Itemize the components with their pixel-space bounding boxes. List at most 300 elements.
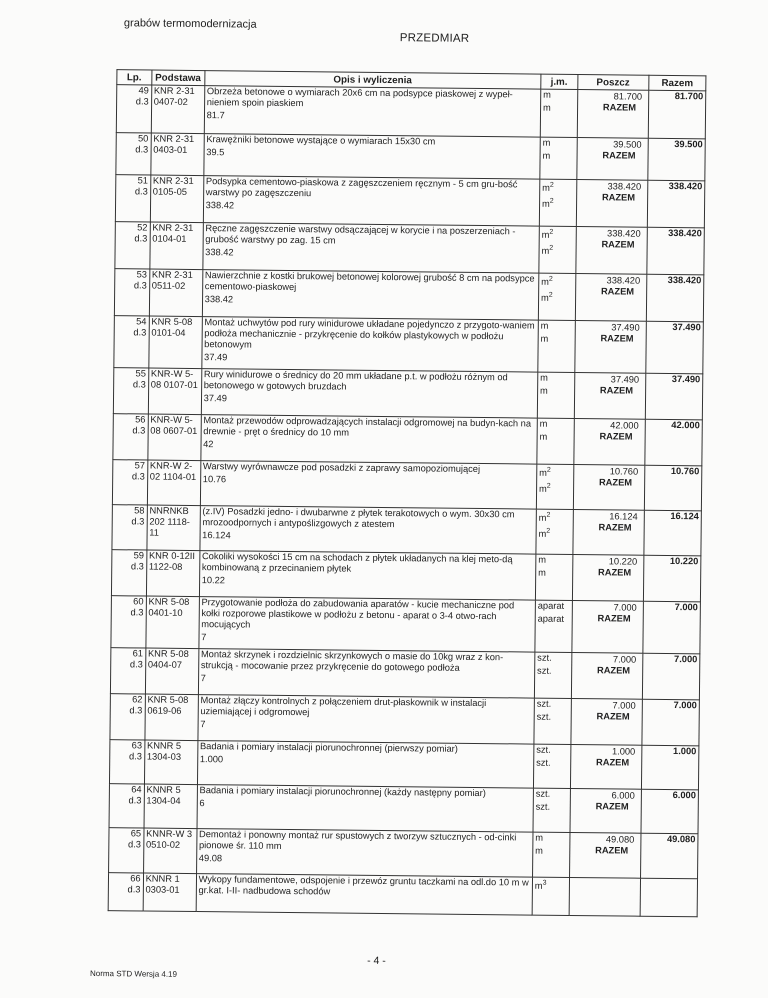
partial-cell — [569, 877, 641, 916]
partial-value: 42.000 — [576, 420, 642, 432]
unit-cell — [539, 226, 576, 273]
basis-cell — [146, 596, 200, 649]
total-cell — [648, 90, 706, 139]
unit: m — [538, 555, 570, 566]
unit-repeat: $m^2$ — [541, 243, 573, 257]
partial-value: 10.220 — [575, 556, 641, 568]
total-cell — [641, 789, 699, 834]
item-number-cell — [112, 505, 147, 550]
item-description: Montaż uchwytów pod rury winidurowe układane pojedynczo z przygoto-waniem podłoża mechanicznie - przykręcenie do kołków plastykowych w podłożu betonowym — [204, 317, 535, 349]
description-cell — [199, 597, 536, 653]
description-cell — [200, 461, 537, 510]
quantity-calculation: 338.42 — [206, 200, 537, 214]
partial-cell — [570, 744, 642, 789]
total-cell — [648, 138, 706, 181]
item-number: 58 — [134, 505, 144, 515]
total-value: 7.000 — [674, 654, 697, 664]
partial-cell — [573, 418, 645, 465]
item-number-cell — [111, 596, 146, 648]
basis-code: 0404-07 — [148, 660, 182, 670]
unit-cell — [540, 137, 577, 179]
basis-catalog: NNRNKB — [149, 506, 188, 516]
unit: szt. — [537, 699, 569, 710]
basis-cell — [148, 316, 202, 369]
description-cell — [203, 176, 540, 227]
unit-cell — [534, 698, 571, 744]
item-number: 49 — [138, 85, 148, 95]
item-description: Podsypka cementowo-piaskowa z zagęszczeniem ręcznym - 5 cm gru-bość warstwy po zagęszczeniu — [206, 176, 518, 198]
partial-value: 49.080 — [572, 834, 638, 846]
unit-repeat: m — [539, 432, 571, 443]
description-cell — [196, 874, 533, 916]
unit-repeat: szt. — [536, 802, 568, 813]
basis-cell — [148, 414, 201, 461]
unit-repeat: szt. — [537, 666, 569, 677]
item-section: d.3 — [130, 659, 143, 669]
quantity-calculation: 7 — [201, 632, 532, 646]
table-body — [108, 85, 706, 917]
basis-code: 0403-01 — [153, 145, 187, 155]
item-description: Ręczne zagęszczenie warstwy odsączającej w korycie i na poszerzeniach - grubość warstwy po zag. 15 cm — [205, 223, 515, 245]
razem-label: RAZEM — [579, 192, 645, 204]
item-number-cell — [113, 414, 148, 460]
unit-cell — [537, 372, 574, 418]
unit-cell — [533, 788, 570, 832]
item-number: 50 — [138, 133, 148, 143]
item-number-cell — [116, 133, 151, 175]
page-number: - 4 - — [367, 955, 386, 967]
total-cell — [640, 833, 698, 879]
unit: szt. — [536, 745, 568, 756]
partial-value: 338.420 — [578, 275, 644, 287]
razem-label: RAZEM — [572, 801, 638, 813]
bill-of-quantities-table — [108, 69, 707, 917]
razem-label: RAZEM — [578, 286, 644, 298]
partial-value: 1.000 — [573, 746, 639, 758]
quantity-calculation: 6 — [199, 798, 530, 812]
total-value: 10.760 — [671, 466, 700, 476]
item-description: Badania i pomiary instalacji piorunochronnej (pierwszy pomiar) — [200, 741, 458, 754]
table-row — [109, 828, 698, 879]
item-section: d.3 — [134, 233, 147, 243]
item-description: Krawężniki betonowe wystające o wymiarach 15x30 cm — [206, 134, 435, 146]
basis-catalog: KNR 5-08 — [151, 317, 192, 327]
table-row — [112, 505, 701, 556]
basis-code: 0105-05 — [153, 187, 187, 197]
basis-catalog: KNR 2-31 — [153, 176, 194, 186]
total-value: 6.000 — [673, 790, 696, 800]
unit-cell — [539, 179, 576, 226]
partial-cell — [575, 226, 647, 274]
item-description: Obrzeża betonowe o wymiarach 20x6 cm na podsypce piaskowej z wypeł-nieniem spoin piaskiem — [207, 86, 513, 108]
unit-cell — [538, 273, 575, 320]
total-value: 16.124 — [670, 511, 699, 521]
total-cell — [647, 180, 705, 228]
basis-code: 08 0107-01 — [151, 380, 198, 390]
basis-code: 0101-04 — [151, 328, 185, 338]
basis-catalog: KNR 5-08 — [148, 597, 189, 607]
basis-catalog: KNR 0-12II — [149, 551, 195, 561]
item-section: d.3 — [129, 751, 142, 761]
item-number: 64 — [131, 784, 141, 794]
unit-repeat: m — [543, 103, 575, 114]
razem-label: RAZEM — [576, 477, 642, 489]
total-cell — [646, 321, 704, 374]
item-number: 56 — [135, 414, 145, 424]
total-value: 81.700 — [675, 91, 704, 101]
unit-cell — [538, 320, 575, 372]
item-number-cell — [116, 85, 151, 133]
unit: $m^2$ — [542, 227, 574, 241]
description-cell — [201, 369, 538, 419]
basis-cell — [147, 505, 200, 551]
col-poszcz: Poszcz — [577, 75, 648, 91]
total-cell — [644, 465, 702, 511]
item-description: Montaż przewodów odprowadzających instalacji odgromowej na budyn-kach na drewnie - pręt o średnicy do 10 mm — [203, 415, 531, 438]
item-description: Montaż skrzynek i rozdzielnic skrzynkowych o masie do 10kg wraz z kon-strukcją - mocowanie przez przykręcenie do gotowego podłoża — [201, 649, 503, 673]
total-value: 37.490 — [672, 322, 701, 332]
razem-label: RAZEM — [578, 239, 644, 251]
table-row — [109, 784, 698, 834]
unit-cell — [532, 832, 569, 877]
quantity-calculation: 7 — [201, 673, 532, 687]
basis-cell — [151, 85, 204, 134]
table-row — [111, 596, 701, 654]
partial-value: 338.420 — [579, 181, 645, 193]
item-number: 65 — [131, 828, 141, 838]
basis-catalog: KNR 5-08 — [147, 695, 188, 705]
partial-cell — [571, 652, 643, 699]
basis-catalog: KNNR-W 3 — [146, 829, 192, 839]
unit-cell — [532, 877, 569, 915]
item-description: Nawierzchnie z kostki brukowej betonowej kolorowej grubość 8 cm na podsypce cementowo-piaskowej — [205, 270, 535, 292]
item-number-cell — [109, 740, 144, 784]
razem-label: RAZEM — [573, 711, 639, 723]
item-number-cell — [112, 460, 147, 505]
unit-repeat: $m^2$ — [538, 526, 570, 540]
basis-cell — [150, 175, 203, 223]
quantity-calculation: 37.49 — [204, 393, 535, 407]
basis-code: 0510-02 — [146, 840, 180, 850]
basis-catalog: KNNR 5 — [147, 741, 181, 751]
table-row — [108, 873, 697, 917]
unit: $m^2$ — [542, 180, 574, 194]
item-description: Rury winidurowe o średnicy do 20 mm układane p.t. w podłożu różnym od betonowego w gotowych bruzdach — [204, 369, 508, 391]
unit-cell — [540, 89, 577, 137]
item-number: 63 — [132, 740, 142, 750]
unit-repeat: m — [535, 846, 567, 857]
item-description: Cokoliki wysokości 15 cm na schodach z płytek układanych na klej meto-dą kombinowaną z przecinaniem płytek — [202, 551, 513, 574]
col-unit: j.m. — [541, 74, 578, 89]
basis-cell — [149, 269, 202, 317]
item-description: Warstwy wyrównawcze pod posadzki z zaprawy samopoziomującej — [203, 461, 480, 474]
partial-cell — [573, 464, 645, 510]
item-number: 51 — [138, 175, 148, 185]
total-cell — [645, 419, 703, 466]
item-number-cell — [114, 316, 149, 368]
item-description: Badania i pomiary instalacji piorunochronnej (każdy następny pomiar) — [199, 785, 485, 798]
description-cell — [198, 695, 535, 745]
unit-cell — [537, 418, 574, 464]
total-cell — [644, 510, 702, 556]
unit-cell — [535, 554, 572, 600]
table-row — [113, 414, 702, 466]
item-description: Przygotowanie podłoża do zabudowania aparatów - kucie mechaniczne pod kołki rozporowe plastikowe w podłożu z betonu - aparat o 3-4 otwo-rach mocujących — [201, 597, 514, 630]
basis-catalog: KNR-W 2- — [150, 461, 192, 471]
unit: aparat — [538, 601, 570, 612]
item-number: 52 — [137, 222, 147, 232]
partial-value: 37.490 — [577, 322, 643, 334]
quantity-calculation: 49.08 — [199, 853, 530, 867]
partial-value: 7.000 — [574, 602, 640, 614]
unit-cell — [533, 744, 570, 788]
partial-cell — [574, 372, 646, 419]
basis-code: 0104-01 — [152, 234, 186, 244]
description-cell — [197, 741, 534, 789]
total-value: 338.420 — [668, 228, 702, 238]
item-number: 54 — [136, 316, 146, 326]
total-value: 338.420 — [669, 181, 703, 191]
description-cell — [202, 223, 539, 274]
partial-value: 39.500 — [579, 139, 645, 151]
total-cell — [643, 555, 701, 602]
col-lp: Lp. — [117, 70, 152, 85]
description-cell — [197, 785, 534, 833]
item-number: 60 — [133, 596, 143, 606]
basis-code: 1122-08 — [149, 562, 183, 572]
col-base: Podstawa — [151, 70, 204, 86]
total-cell — [645, 373, 703, 420]
basis-code: 0619-06 — [147, 706, 181, 716]
partial-cell — [575, 273, 647, 321]
partial-cell — [571, 600, 643, 653]
partial-value — [572, 879, 638, 880]
table-row — [113, 368, 702, 420]
item-number-cell — [110, 648, 145, 694]
item-section: d.3 — [128, 795, 141, 805]
table-row — [115, 175, 704, 228]
item-section: d.3 — [128, 884, 141, 894]
partial-value: 37.490 — [577, 374, 643, 386]
unit: szt. — [537, 653, 569, 664]
basis-cell — [148, 368, 201, 415]
unit: m — [540, 373, 572, 384]
table-row — [115, 222, 704, 275]
partial-cell — [576, 179, 648, 227]
partial-cell — [572, 554, 644, 601]
unit-repeat: $m^2$ — [541, 290, 573, 304]
description-cell — [199, 551, 536, 601]
unit-repeat: aparat — [538, 614, 570, 625]
basis-catalog: KNR 2-31 — [153, 134, 194, 144]
basis-cell — [150, 222, 203, 270]
basis-code: 0303-01 — [145, 885, 179, 895]
item-section: d.3 — [131, 561, 144, 571]
basis-cell — [145, 694, 198, 741]
total-value: 42.000 — [671, 420, 700, 430]
item-section: d.3 — [134, 280, 147, 290]
item-section: d.3 — [132, 425, 145, 435]
description-cell — [203, 134, 540, 180]
total-cell — [642, 653, 700, 700]
item-number: 66 — [130, 873, 140, 883]
table-row — [110, 648, 699, 700]
total-cell — [641, 745, 699, 790]
basis-code: 1304-03 — [147, 752, 181, 762]
basis-catalog: KNNR 5 — [147, 785, 181, 795]
partial-value: 7.000 — [573, 700, 639, 712]
partial-cell — [572, 509, 644, 555]
item-section: d.3 — [135, 144, 148, 154]
description-cell — [202, 270, 539, 321]
total-value: 7.000 — [675, 602, 698, 612]
description-cell — [196, 829, 533, 878]
basis-cell — [143, 873, 196, 912]
basis-cell — [146, 550, 199, 597]
quantity-calculation: 1.000 — [200, 754, 531, 768]
total-cell — [642, 699, 700, 746]
quantity-calculation: 37.49 — [204, 352, 535, 366]
unit-cell — [534, 652, 571, 698]
item-section: d.3 — [129, 705, 142, 715]
item-description: Wykopy fundamentowe, odspojenie i przewóz gruntu taczkami na odl.do 10 m w gr.kat. I-II- nadbudowa schodów — [198, 874, 528, 896]
item-description: (z.IV) Posadzki jedno- i dwubarwne z płytek terakotowych o wym. 30x30 cm mrozoodpornych i antypoślizgowych z atestem — [202, 506, 514, 529]
unit-repeat: m — [538, 568, 570, 579]
unit-repeat: m — [542, 151, 574, 162]
basis-cell — [145, 648, 198, 695]
basis-code: 0407-02 — [154, 97, 188, 107]
description-cell — [201, 317, 538, 373]
unit-cell — [536, 509, 573, 554]
quantity-calculation: 7 — [200, 719, 531, 733]
razem-label: RAZEM — [576, 431, 642, 443]
razem-label: RAZEM — [580, 102, 646, 114]
unit-repeat: szt. — [537, 712, 569, 723]
unit: m — [543, 138, 575, 149]
partial-cell — [574, 320, 646, 373]
col-razem: Razem — [649, 75, 706, 91]
quantity-calculation: 338.42 — [205, 247, 536, 261]
document-title: PRZEDMIAR — [400, 32, 470, 45]
item-section: d.3 — [135, 186, 148, 196]
razem-label: RAZEM — [572, 845, 638, 857]
quantity-calculation: 10.22 — [202, 575, 533, 589]
razem-label: RAZEM — [579, 150, 645, 162]
basis-cell — [147, 460, 200, 506]
partial-value: 7.000 — [574, 654, 640, 666]
basis-code: 0401-10 — [148, 608, 182, 618]
unit-repeat: m — [540, 386, 572, 397]
partial-value: 6.000 — [572, 790, 638, 802]
unit-repeat: $m^2$ — [539, 481, 571, 495]
basis-catalog: KNR-W 5- — [151, 369, 193, 379]
table-row — [116, 85, 705, 139]
total-cell — [643, 601, 701, 654]
item-number-cell — [114, 269, 149, 316]
basis-catalog: KNR 2-31 — [152, 223, 193, 233]
total-cell — [646, 274, 704, 322]
unit: m — [535, 833, 567, 844]
table-row — [114, 316, 704, 374]
basis-catalog: KNNR 1 — [146, 874, 180, 884]
item-number-cell — [111, 550, 146, 596]
basis-code: 202 1118-11 — [149, 517, 190, 538]
item-section: d.3 — [132, 471, 145, 481]
partial-value: 16.124 — [575, 511, 641, 523]
basis-catalog: KNR 5-08 — [148, 649, 189, 659]
item-number: 61 — [133, 648, 143, 658]
item-number-cell — [108, 873, 143, 911]
quantity-calculation: 10.76 — [203, 474, 534, 488]
quantity-calculation: 39.5 — [206, 147, 537, 161]
partial-cell — [577, 90, 649, 139]
table-row — [112, 460, 701, 511]
item-number: 59 — [134, 550, 144, 560]
unit: $m^2$ — [539, 510, 571, 524]
item-description: Demontaż i ponowny montaż rur spustowych z tworzyw sztucznych - od-cinki pionowe śr. 110 mm — [199, 829, 516, 851]
basis-cell — [143, 828, 196, 874]
item-section: d.3 — [130, 607, 143, 617]
quantity-calculation — [198, 898, 529, 901]
item-description: Montaż złączy kontrolnych z połączeniem drut-płaskownik w instalacji uziemiającej i odgromowej — [200, 695, 486, 717]
total-value: 338.420 — [668, 275, 702, 285]
basis-cell — [150, 133, 203, 176]
company-name: grabów termomodernizacja — [124, 17, 257, 30]
basis-code: 0511-02 — [152, 281, 186, 291]
basis-cell — [144, 784, 197, 829]
basis-catalog: KNR-W 5- — [150, 415, 192, 425]
item-number: 57 — [135, 460, 145, 470]
partial-cell — [570, 698, 642, 745]
description-cell — [204, 86, 541, 138]
quantity-calculation: 42 — [203, 439, 534, 453]
unit-repeat: $m^2$ — [542, 196, 574, 210]
table-row — [116, 133, 705, 181]
total-value: 37.490 — [672, 374, 701, 384]
total-value: 7.000 — [674, 700, 697, 710]
razem-label: RAZEM — [577, 385, 643, 397]
item-number-cell — [113, 368, 148, 414]
quantity-calculation: 338.42 — [205, 294, 536, 308]
partial-cell — [576, 137, 648, 180]
item-number-cell — [110, 694, 145, 740]
total-cell — [647, 227, 705, 275]
table-row — [110, 694, 699, 746]
unit-repeat: szt. — [536, 758, 568, 769]
item-number-cell — [115, 175, 150, 222]
partial-cell — [569, 832, 641, 878]
unit-cell — [536, 464, 573, 509]
unit: m — [540, 419, 572, 430]
basis-catalog: KNR 2-31 — [154, 86, 195, 96]
partial-value: 10.760 — [576, 466, 642, 478]
razem-label: RAZEM — [574, 613, 640, 625]
basis-cell — [144, 740, 197, 785]
basis-code: 1304-04 — [146, 796, 180, 806]
basis-code: 02 1104-01 — [150, 472, 196, 482]
description-cell — [198, 649, 535, 699]
total-value: 10.220 — [670, 556, 699, 566]
item-section: d.3 — [128, 839, 141, 849]
total-value: 1.000 — [673, 746, 696, 756]
quantity-calculation: 16.124 — [202, 530, 533, 544]
razem-label: RAZEM — [575, 567, 641, 579]
total-cell — [640, 878, 698, 917]
basis-code: 08 0607-01 — [150, 426, 197, 436]
unit-repeat: m — [540, 334, 572, 345]
item-section: d.3 — [133, 327, 146, 337]
item-number: 62 — [132, 694, 142, 704]
